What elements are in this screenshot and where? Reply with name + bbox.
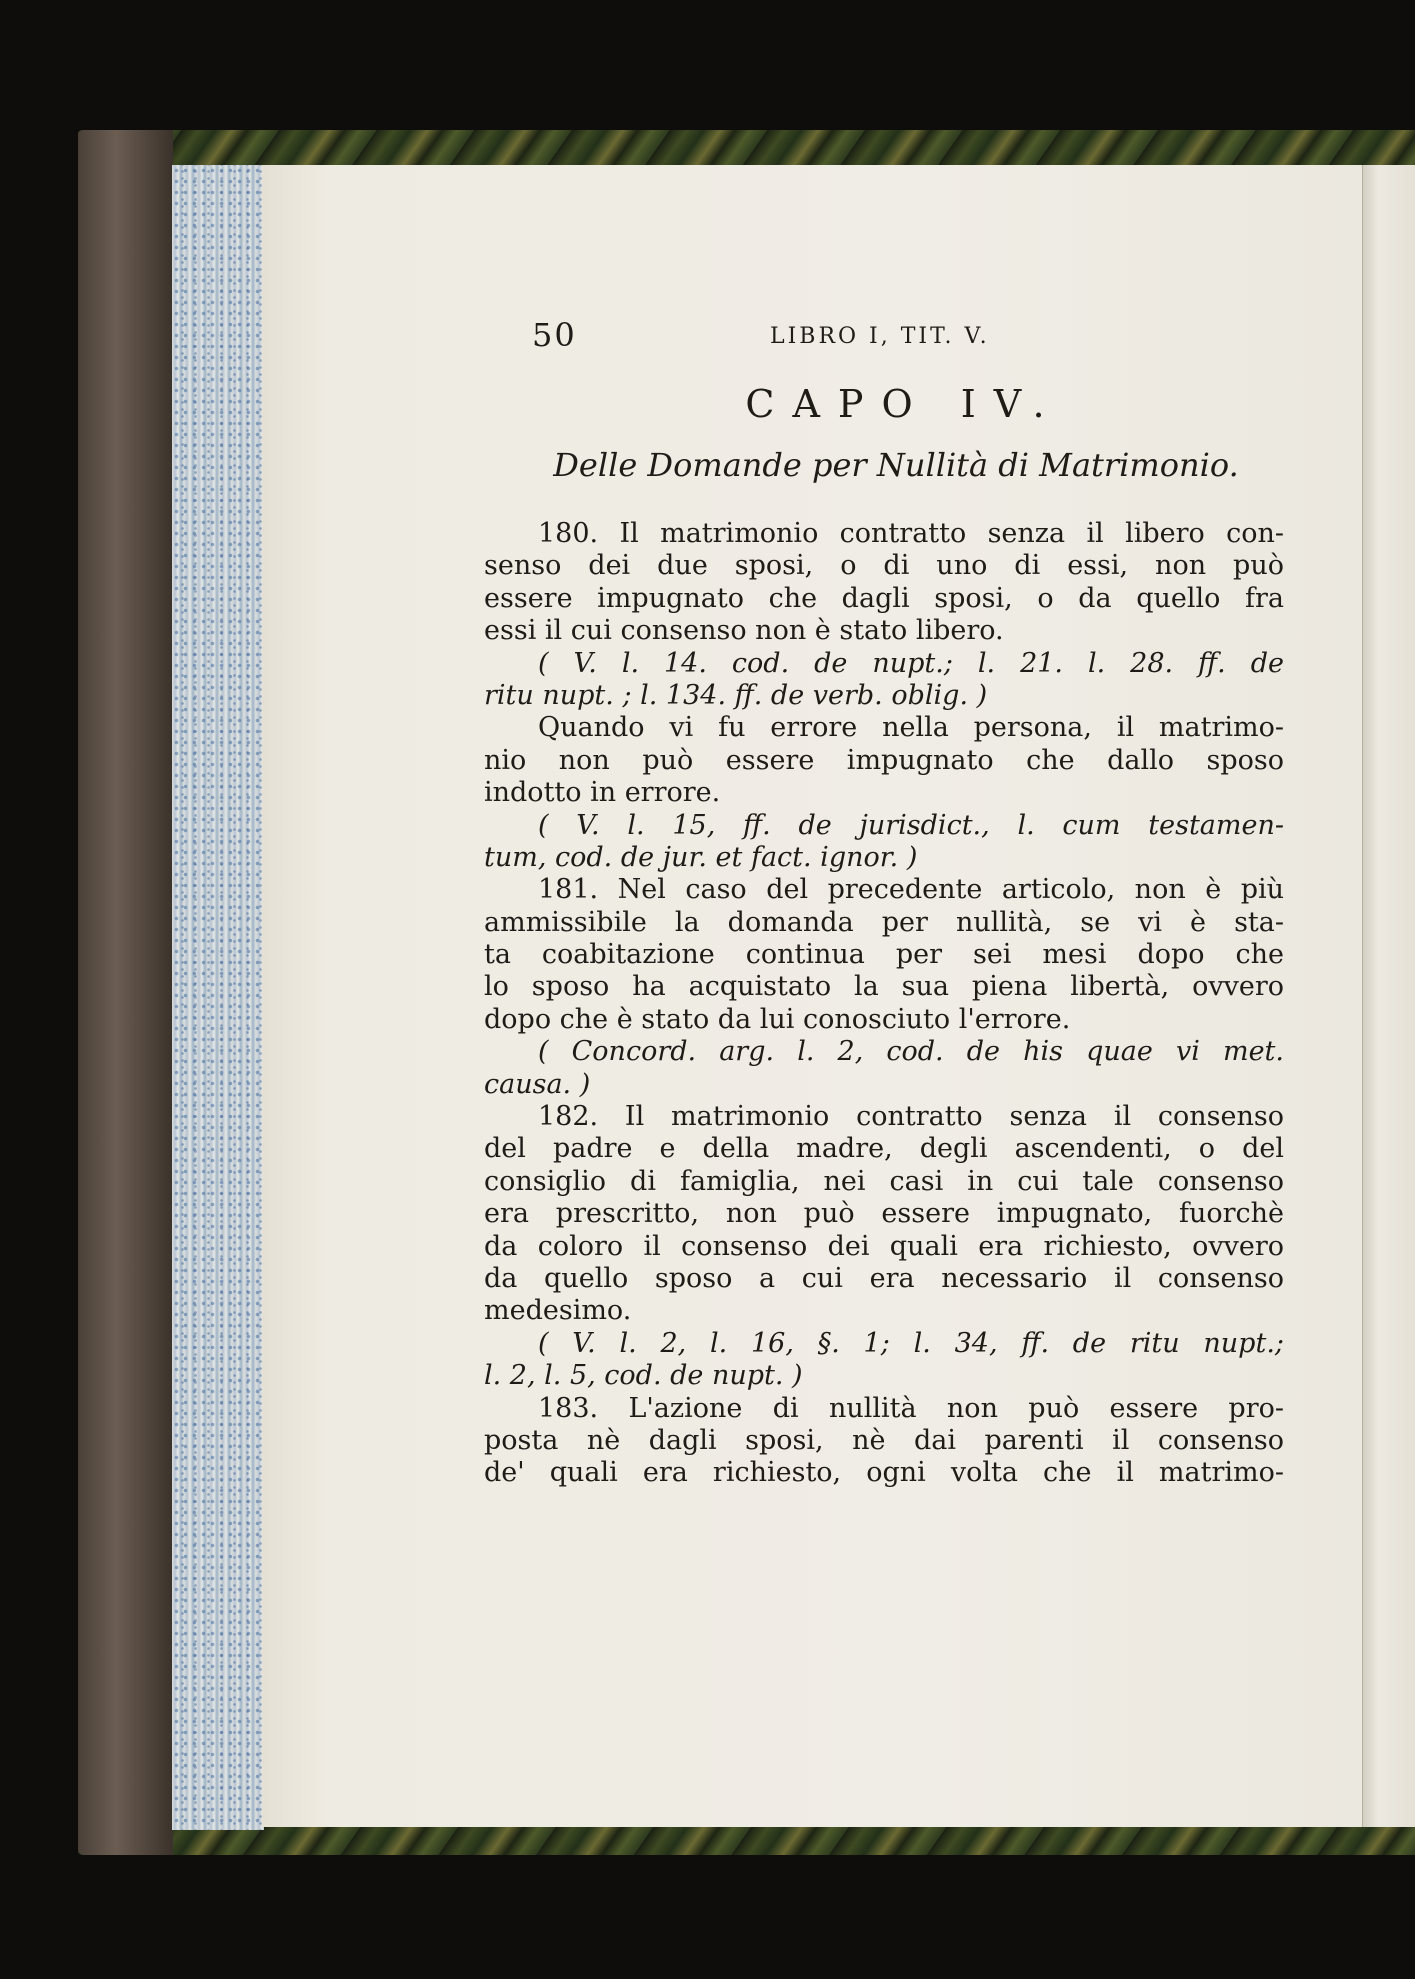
text-line: 182. Il matrimonio contratto senza il consenso	[538, 1101, 1284, 1133]
text-line: indotto in errore.	[484, 777, 721, 809]
text-line: 181. Nel caso del precedente articolo, non è più	[538, 874, 1284, 906]
text-line: senso dei due sposi, o di uno di essi, non può	[484, 550, 1284, 582]
text-line: ( Concord. arg. l. 2, cod. de his quae vi met.	[538, 1036, 1284, 1068]
body-text	[484, 518, 1284, 1490]
text-line: nio non può essere impugnato che dallo sposo	[484, 744, 1284, 776]
text-line: da quello sposo a cui era necessario il consenso	[484, 1262, 1284, 1294]
text-line: era prescritto, non può essere impugnato, fuorchè	[484, 1198, 1284, 1230]
page-fore-edge-speckle	[172, 165, 264, 1830]
running-title: LIBRO I, TIT. V.	[770, 324, 990, 349]
text-line: ( V. l. 15, ff. de jurisdict., l. cum testamen-	[538, 809, 1284, 841]
text-line: ta coabitazione continua per sei mesi dopo che	[484, 939, 1284, 971]
text-line: ammissibile la domanda per nullità, se vi è sta-	[484, 906, 1284, 938]
text-line: dopo che è stato da lui conosciuto l'errore.	[484, 1003, 1071, 1035]
page-text-block	[484, 310, 1284, 1490]
text-line: ritu nupt. ; l. 134. ff. de verb. oblig. )	[484, 679, 988, 711]
running-head	[484, 310, 1284, 360]
text-line: medesimo.	[484, 1295, 632, 1327]
text-line: 180. Il matrimonio contratto senza il libero con-	[538, 518, 1284, 549]
text-line: essi il cui consenso non è stato libero.	[484, 615, 1004, 647]
text-line: Quando vi fu errore nella persona, il matrimo-	[538, 712, 1284, 744]
text-line: da coloro il consenso dei quali era richiesto, ovvero	[484, 1230, 1284, 1262]
text-line: del padre e della madre, degli ascendenti, o del	[484, 1133, 1284, 1165]
text-line: de' quali era richiesto, ogni volta che il matrimo-	[484, 1457, 1284, 1489]
text-line: l. 2, l. 5, cod. de nupt. )	[484, 1360, 803, 1392]
facing-page-edge	[1362, 165, 1415, 1827]
book-cover-edge	[78, 130, 173, 1855]
text-line: posta nè dagli sposi, nè dai parenti il consenso	[484, 1424, 1284, 1456]
chapter-title: CAPO IV.	[745, 382, 1063, 426]
text-line: ( V. l. 14. cod. de nupt.; l. 21. l. 28. ff. de	[538, 647, 1284, 679]
text-line: lo sposo ha acquistato la sua piena libertà, ovvero	[484, 971, 1284, 1003]
text-line: tum, cod. de jur. et fact. ignor. )	[484, 841, 918, 873]
text-line: causa. )	[484, 1068, 591, 1100]
text-line: 183. L'azione di nullità non può essere pro-	[538, 1392, 1284, 1424]
chapter-subtitle: Delle Domande per Nullità di Matrimonio.	[553, 446, 1239, 484]
text-line: ( V. l. 2, l. 16, §. 1; l. 34, ff. de ritu nupt.;	[538, 1327, 1284, 1359]
text-line: consiglio di famiglia, nei casi in cui tale consenso	[484, 1165, 1284, 1197]
page-number: 50	[532, 316, 577, 354]
text-line: essere impugnato che dagli sposi, o da quello fra	[484, 582, 1284, 614]
